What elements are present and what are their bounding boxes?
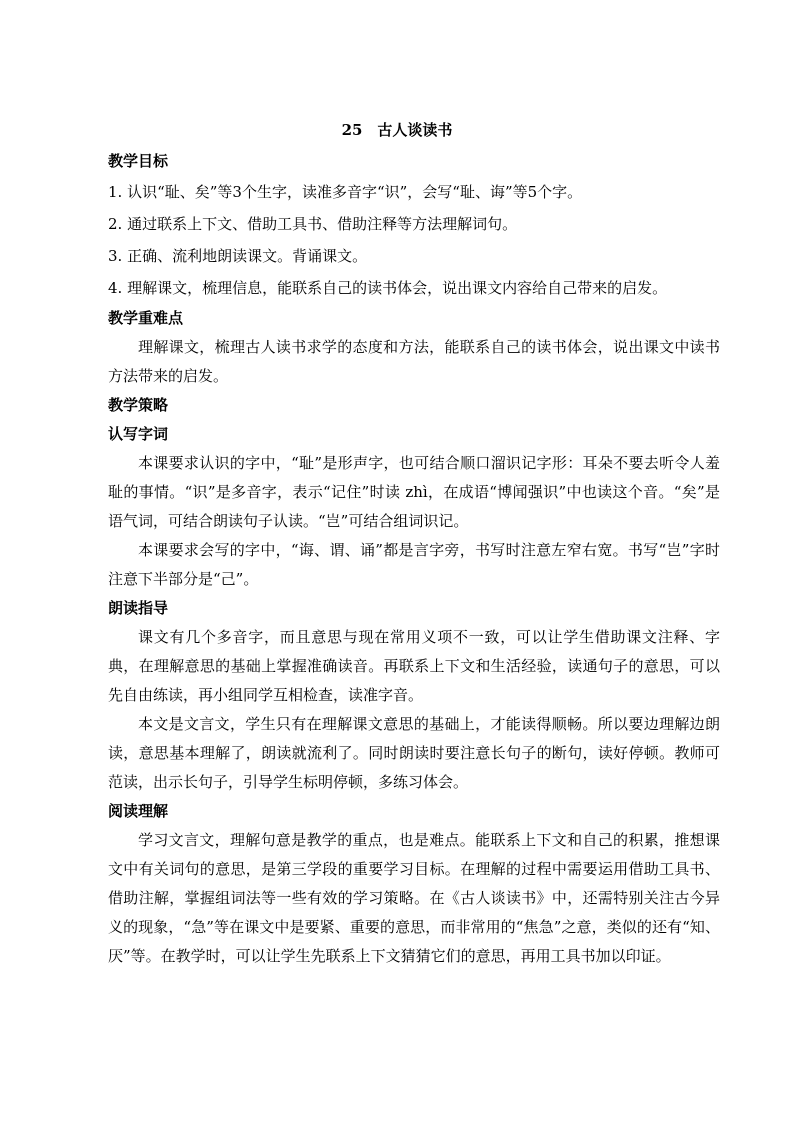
section-heading-goals: 教学目标 [108,152,169,170]
subsection-heading-comprehension: 阅读理解 [108,802,169,820]
words-paragraph-2: 本课要求会写的字中，“诲、谓、诵”都是言字旁，书写时注意左窄右宽。书写“岂”字时注意下半部分是“己”。 [108,541,720,588]
subsection-heading-words: 认写字词 [108,425,169,443]
goal-item: 3. 正确、流利地朗读课文。背诵课文。 [108,247,368,265]
page-title: 25 古人谈读书 [341,121,453,139]
key-points-paragraph: 理解课文，梳理古人读书求学的态度和方法，能联系自己的读书体会，说出课文中读书方法带来的启发。 [108,338,720,385]
document-body [108,147,720,971]
goal-item: 2. 通过联系上下文、借助工具书、借助注释等方法理解词句。 [108,215,518,233]
words-paragraph-1: 本课要求认识的字中，“耻”是形声字，也可结合顺口溜识记字形：耳朵不要去听令人羞耻的事情。“识”是多音字，表示“记住”时读 zhì，在成语“博闻强识”中也读这个音。“矣”是语气词，可结合朗读句子认读。“岂”可结合组词识记。 [108,454,720,530]
goal-item: 4. 理解课文，梳理信息，能联系自己的读书体会，说出课文内容给自己带来的启发。 [108,279,668,297]
goal-item: 1. 认识“耻、矣”等3个生字，读准多音字“识”，会写“耻、诲”等5个字。 [108,183,583,201]
subsection-heading-reading: 朗读指导 [108,599,169,617]
comprehension-paragraph-1: 学习文言文，理解句意是教学的重点，也是难点。能联系上下文和自己的积累，推想课文中有关词句的意思，是第三学段的重要学习目标。在理解的过程中需要运用借助工具书、借助注解，掌握组词法等一些有效的学习策略。在《古人谈读书》中，还需特别关注古今异义的现象，“急”等在课文中是要紧、重要的意思，而非常用的“焦急”之意，类似的还有“知、厌”等。在教学时，可以让学生先联系上下文猜猜它们的意思，再用工具书加以印证。 [108,831,720,965]
section-heading-key-points: 教学重难点 [108,309,184,327]
reading-paragraph-2: 本文是文言文，学生只有在理解课文意思的基础上，才能读得顺畅。所以要边理解边朗读，意思基本理解了，朗读就流利了。同时朗读时要注意长句子的断句，读好停顿。教师可范读，出示长句子，引导学生标明停顿，多练习体会。 [108,715,720,791]
section-heading-strategy: 教学策略 [108,396,169,414]
reading-paragraph-1: 课文有几个多音字，而且意思与现在常用义项不一致，可以让学生借助课文注释、字典，在理解意思的基础上掌握准确读音。再联系上下文和生活经验，读通句子的意思，可以先自由练读，再小组同学互相检查，读准字音。 [108,628,720,704]
